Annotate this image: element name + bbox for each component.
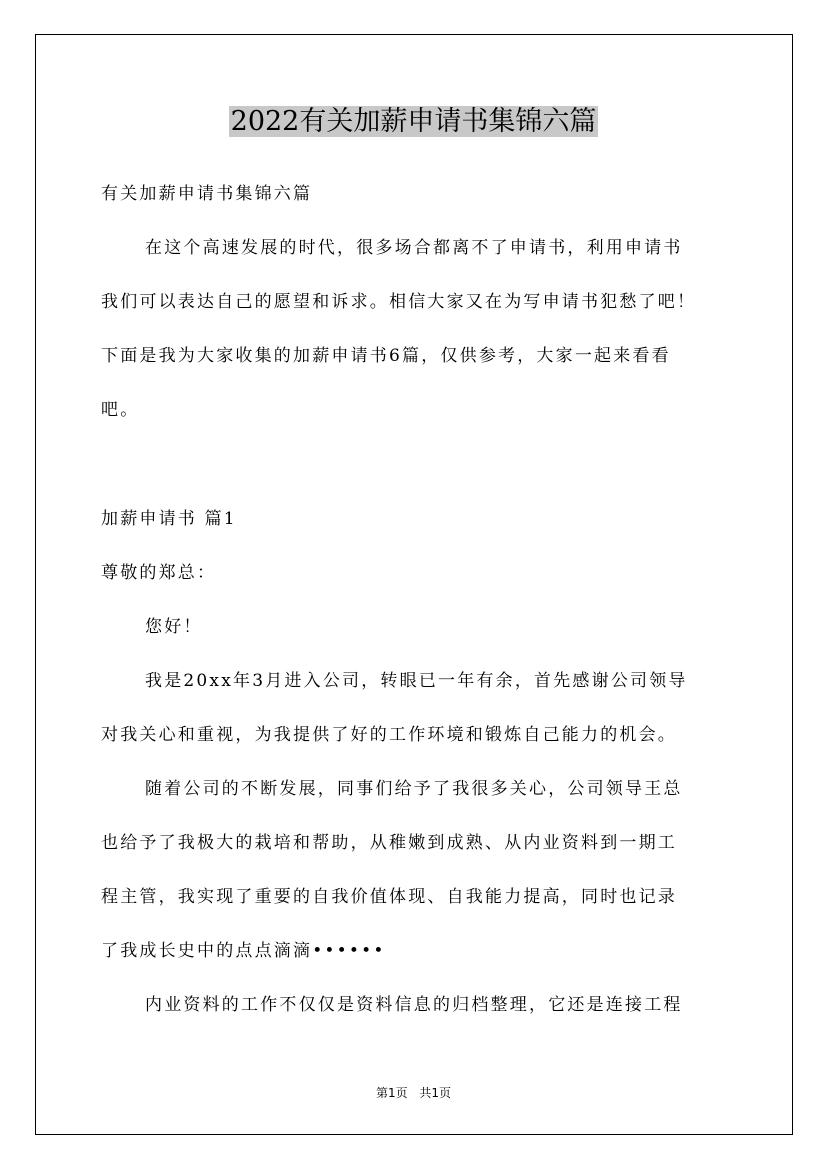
salutation: 尊敬的郑总： <box>101 563 217 583</box>
paragraph-line: 也给予了我极大的栽培和帮助，从稚嫩到成熟、从内业资料到一期工 <box>101 833 677 853</box>
paragraph-line: 对我关心和重视，为我提供了好的工作环境和锻炼自己能力的机会。 <box>101 725 677 745</box>
intro-line: 我们可以表达自己的愿望和诉求。相信大家又在为写申请书犯愁了吧！ <box>101 292 697 312</box>
intro-line: 吧。 <box>101 400 140 420</box>
section-heading: 加薪申请书 篇1 <box>101 509 237 529</box>
paragraph-line: 内业资料的工作不仅仅是资料信息的归档整理，它还是连接工程 <box>145 995 683 1015</box>
document-title-text: 2022有关加薪申请书集锦六篇 <box>230 106 597 137</box>
intro-line: 在这个高速发展的时代，很多场合都离不了申请书，利用申请书 <box>145 238 683 258</box>
document-title <box>0 104 827 140</box>
paragraph-line: 程主管，我实现了重要的自我价值体现、自我能力提高，同时也记录 <box>101 887 677 907</box>
page-footer <box>0 1084 827 1101</box>
paragraph-line: 了我成长史中的点点滴滴•••••• <box>101 941 386 961</box>
paragraph-line: 随着公司的不断发展，同事们给予了我很多关心，公司领导王总 <box>145 779 683 799</box>
page-total: 共1页 <box>419 1086 452 1100</box>
paragraph-line: 我是20xx年3月进入公司，转眼已一年有余，首先感谢公司领导 <box>145 671 688 691</box>
document-subtitle: 有关加薪申请书集锦六篇 <box>101 184 313 204</box>
intro-line: 下面是我为大家收集的加薪申请书6篇，仅供参考，大家一起来看看 <box>101 346 671 366</box>
page-number: 第1页 <box>375 1086 408 1100</box>
greeting: 您好！ <box>145 617 203 637</box>
